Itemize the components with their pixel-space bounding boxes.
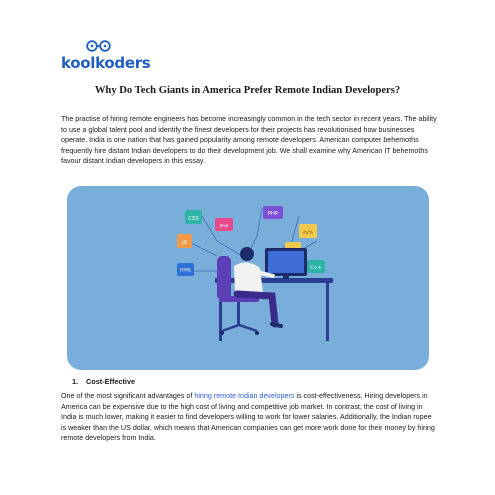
badge-html-label: HTML bbox=[179, 267, 192, 273]
illustration-svg bbox=[67, 186, 429, 370]
hiring-link[interactable]: hiring remote Indian developers bbox=[194, 392, 295, 400]
badge-php bbox=[263, 206, 283, 219]
badge-css-label: CSS bbox=[188, 216, 199, 222]
badge-code bbox=[299, 224, 317, 238]
glasses-icon bbox=[85, 40, 113, 52]
developer-illustration bbox=[67, 186, 429, 370]
section-title: Cost-Effective bbox=[86, 377, 136, 386]
desk-top bbox=[215, 278, 333, 283]
badge-java bbox=[215, 218, 233, 231]
section-heading bbox=[72, 377, 135, 386]
intro-paragraph: The practise of hiring remote engineers has become increasingly common in the tech sector in recent years. The ability to use a global talent pool and identify the finest developers for their projects has revolutionised how businesses operate. India is one nation that has gained popularity among remote developers. American computer behemoths frequently hire distant Indian developers to do their development job. We shall examine why American IT behemoths favour distant Indian developers in this essay. bbox=[61, 115, 437, 166]
section-text-start: One of the most significant advantages of bbox=[61, 392, 195, 400]
badge-js bbox=[177, 234, 192, 248]
desk-leg bbox=[326, 283, 329, 341]
badge-cpp bbox=[307, 260, 325, 273]
article-title: Why Do Tech Giants in America Prefer Remote Indian Developers? bbox=[94, 85, 401, 96]
badge-html bbox=[177, 263, 194, 276]
badge-java-label: Java bbox=[219, 223, 229, 228]
badge-php-label: PHP bbox=[267, 211, 279, 217]
section-number: 1. bbox=[72, 377, 79, 386]
section-paragraph bbox=[61, 391, 437, 444]
section-text-end: is cost-effectiveness. Hiring developers in America can be expensive due to the high cost of living and competitive job market. In contrast, the cost of living in India is much lower, making it easier to find developers willing to work for lower salaries. Additionally, the Indian rupee is weaker than the US dollar, which means that American companies can get more work done for their money by hiring remote developers from India. bbox=[61, 392, 435, 443]
brand-logo[interactable] bbox=[61, 40, 151, 76]
badge-css bbox=[185, 210, 202, 224]
badge-js-label: JS bbox=[181, 240, 188, 246]
badge-cpp-label: C++ bbox=[310, 265, 322, 271]
brand-name: koolkoders bbox=[61, 54, 151, 72]
badge-code-label: </> bbox=[302, 230, 314, 236]
